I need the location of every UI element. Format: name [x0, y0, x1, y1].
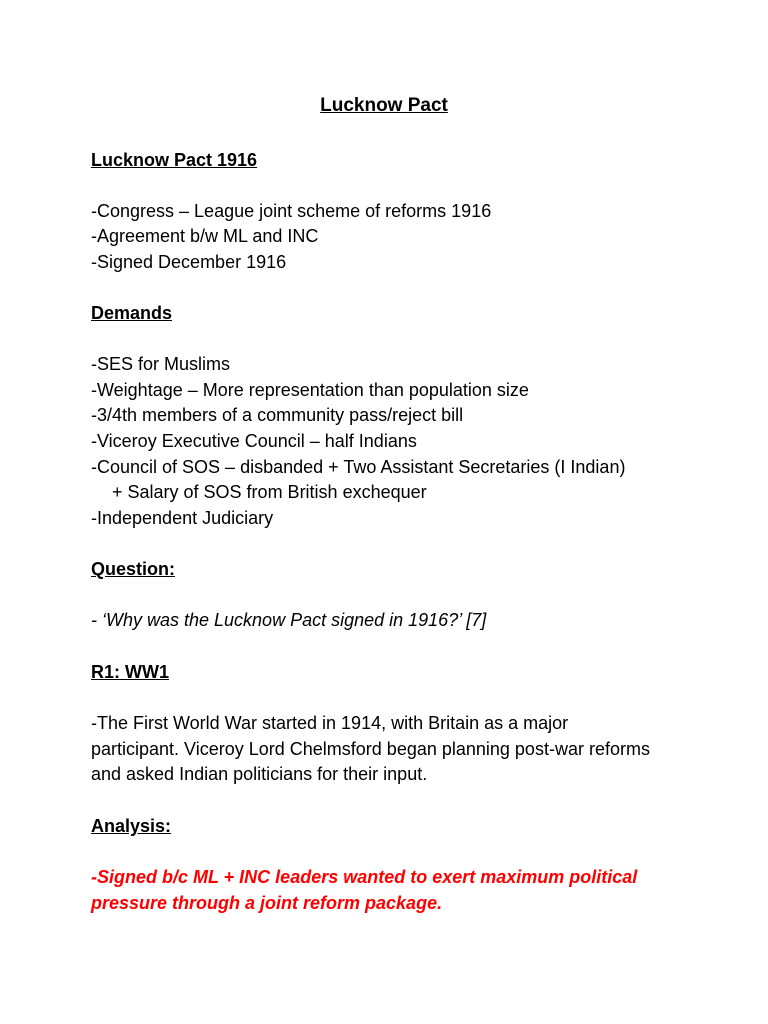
section-heading-question: Question:	[91, 559, 175, 579]
text-line: -The First World War started in 1914, with Britain as a major	[91, 713, 569, 733]
document-title: Lucknow Pact	[320, 95, 448, 116]
text-line: and asked Indian politicians for their input.	[91, 764, 428, 784]
section-heading-analysis: Analysis:	[91, 816, 172, 836]
text-line: -SES for Muslims	[91, 354, 231, 374]
text-line: -Congress – League joint scheme of reforms 1916	[91, 201, 492, 221]
text-line: -Agreement b/w ML and INC	[91, 226, 319, 246]
text-line: -Signed December 1916	[91, 252, 287, 272]
text-line: -Council of SOS – disbanded + Two Assistant Secretaries (I Indian)	[91, 457, 626, 477]
text-line: -Independent Judiciary	[91, 508, 274, 528]
section-heading-demands: Demands	[91, 303, 173, 323]
text-line: -Weightage – More representation than population size	[91, 380, 529, 400]
question-text: - ‘Why was the Lucknow Pact signed in 1916?’ [7]	[91, 610, 487, 630]
section-heading-lucknow-pact-1916: Lucknow Pact 1916	[91, 150, 258, 170]
text-line: -3/4th members of a community pass/reject bill	[91, 405, 464, 425]
analysis-highlight-line: pressure through a joint reform package.	[91, 893, 443, 913]
section-heading-r1: R1: WW1	[91, 662, 169, 682]
analysis-highlight-line: -Signed b/c ML + INC leaders wanted to exert maximum political	[91, 867, 638, 887]
text-line: participant. Viceroy Lord Chelmsford began planning post-war reforms	[91, 739, 650, 759]
text-line: -Viceroy Executive Council – half Indians	[91, 431, 417, 451]
text-line-indented: + Salary of SOS from British exchequer	[112, 482, 427, 502]
